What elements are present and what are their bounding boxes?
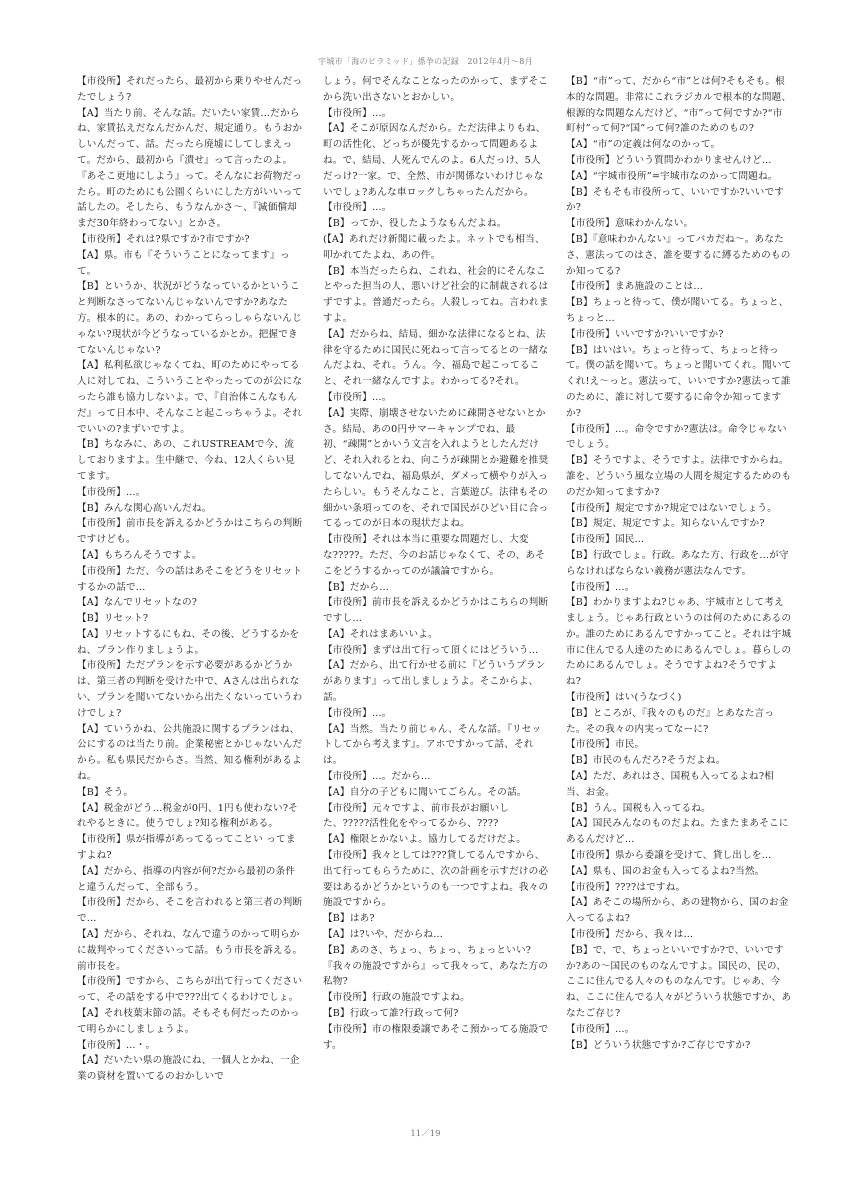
dialogue-line: 【B】“市”って、だから“市”とは何?そもそも。根本的な問題。非常にこれラジカルで根本的な問題、根源的な問題なんだけど、“市”って何ですか?“市町村”って何?“国”って何?誰のためのもの?: [566, 76, 792, 135]
dialogue-line: 【B】そうですよ、そうですよ。法律ですからね。誰を、どういう風な立場の人間を規定するためのものだか知ってますか?: [566, 455, 792, 498]
dialogue-line: 【市役所】我々としては???貸してるんですから、出て行ってもらうために、次の計画を示すだけの必要はあるかどうかというのも一つですよね。我々の施設ですから。: [323, 850, 549, 909]
dialogue-line: 【市役所】行政の施設ですよね。: [323, 992, 470, 1004]
dialogue-line: 【B】行政って誰?行政って何?: [323, 1008, 459, 1020]
dialogue-line: 【市役所】県から委譲を受けて、貸し出しを…: [566, 850, 772, 862]
text-column-3: [566, 74, 792, 1053]
dialogue-line: 【市役所】まあ施設のことは…: [566, 281, 704, 293]
dialogue-line: 【A】だから、指導の内容が何?だから最初の条件と違うんだって、全部もう。: [77, 865, 296, 893]
dialogue-line: 【市役所】…。命令ですか?憲法は。命令じゃないでしょう。: [566, 423, 787, 451]
dialogue-line: 【市役所】…。: [323, 202, 392, 214]
dialogue-line: 【B】はあ?: [323, 913, 375, 925]
dialogue-line: 【市役所】前市長を訴えるかどうかはこちらの判断ですけども。: [77, 518, 303, 546]
dialogue-line: 【市役所】だから、我々は…: [566, 929, 694, 941]
dialogue-line: 【市役所】まずは出て行って頂くにはどういう…: [323, 644, 539, 656]
dialogue-line: 【市役所】…・。: [77, 1039, 156, 1051]
dialogue-line: 【市役所】…。: [323, 707, 392, 719]
dialogue-line: 【市役所】…。: [566, 581, 635, 593]
dialogue-line: 【A】実際、崩壊させないために疎開させないとかさ。結局、あの0円サマーキャンプでね、最初、“疎開”とかいう文言を入れようとしたんだけど、それ入れるとね、向こうが疎開とか避難を推奨してないんでね、福島県が、ダメって横やりが入ったらしい。もうそんなこと、言葉遊び。法律もその細かい条項ってのを、それで国民がひどい目に合ってるってのが日本の現状だよね。: [323, 407, 549, 530]
dialogue-line: 【B】あのさ、ちょっ、ちょっ、ちょっといい?『我々の施設ですから』って我々って、あなた方の私物?: [323, 944, 549, 988]
dialogue-line: 【B】どういう状態ですか?ご存じですか?: [566, 1039, 751, 1051]
dialogue-line: 【A】県も、国のお金も入ってるよね?当然。: [566, 865, 765, 877]
dialogue-line: 【B】はいはい。ちょっと待って、ちょっと待って。僕の話を聞いて。ちょっと聞いてくれ。聞いてくれ!え〜っと。憲法って、いいですか?憲法って誰のために、誰に対して要するに命令か知ってますか?: [566, 344, 792, 419]
dialogue-line: 【A】そこが原因なんだから。ただ法律よりもね、町の活性化、どっちが優先するかって問題あるよね。で、結局、人死んでんのよ。6人だっけ、5人だっけ?一家。で、全然、市が関係ないわけじゃないでしょ?あんな車ロックしちゃったんだから。: [323, 123, 546, 198]
dialogue-line: 【市役所】はい(うなづく): [566, 692, 682, 704]
dialogue-line: 【市役所】だから、そこを言われると第三者の判断で…: [77, 897, 303, 925]
dialogue-line: 【B】ってか、役したようなもんだよね。: [323, 218, 507, 230]
dialogue-line: 【市役所】ですから、こちらが出て行ってくださいって、その話をする中で???出てくるわけでしょ。: [77, 976, 303, 1004]
dialogue-line: 【B】リセット?: [77, 613, 149, 625]
dialogue-line: 【A】だからね、結局、細かな法律になるとね、法律を守るために国民に死ねって言ってるとの一緒なんだよね、それ。うん。今、福島で起こってること、それ一緒なんですよ。わかってる?それ。: [323, 328, 549, 388]
dialogue-line: しょう。何でそんなことなったのかって、まずそこから洗い出さないとおかしい。: [323, 76, 549, 103]
dialogue-line: 【市役所】県が指導があってるってことい ってますよね?: [77, 834, 296, 862]
dialogue-line: 【A】県。市も『そういうことになってます』って。: [77, 249, 290, 277]
text-column-2: [323, 74, 549, 1053]
dialogue-line: 【A】自分の子どもに聞いてごらん。その話。: [323, 786, 527, 798]
dialogue-line: 【市役所】…。: [77, 486, 146, 498]
dialogue-line: 【A】“市”の定義は何なのかって。: [566, 139, 721, 151]
dialogue-line: 【市役所】…。: [566, 1023, 635, 1035]
dialogue-line: 【市役所】規定ですか?規定ではないでしょう。: [566, 502, 778, 514]
dialogue-line: 【B】市民のもんだろ?そうだよね。: [566, 755, 726, 767]
dialogue-line: 【B】行政でしょ。行政。あなた方、行政を…が守らなければならない義務が憲法なんです。: [566, 549, 789, 577]
dialogue-line: 【B】うん。国税も入ってるね。: [566, 802, 711, 814]
dialogue-line: 【A】私利私欲じゃなくてね、町のためにやってる人に対してね、こういうことやったってのが公になったら誰も協力しないよ。で、『自治体こんなもんだ』って日本中、そんなこと起こっちゃうよ。それでいいの?まずいですよ。: [77, 360, 303, 435]
dialogue-line: 【B】規定、規定ですよ。知らないんですか?: [566, 518, 765, 530]
dialogue-line: 【B】わかりますよね?じゃあ、宇城市として考えましょう。じゃあ行政というのは何のためにあるのか。誰のためにあるんですかってこと。それは宇城市に住んでる人達のためにあるんでしょ。暮らしのためにあるんでしょ。そうですよね?そうですよね?: [566, 597, 792, 688]
dialogue-line: 【市役所】いいですか?いいですか?: [566, 328, 724, 340]
dialogue-line: 【B】みんな関心高いんだね。: [77, 502, 212, 514]
dialogue-line: 【B】そもそも市役所って、いいですか?いいですか?: [566, 186, 785, 214]
dialogue-line: 【B】ところが、『我々のものだ』とあなた言った。その我々の内実ってなーに?: [566, 707, 775, 735]
dialogue-line: 【A】だいたい県の施設にね、一個人とかね、一企業の資材を置いてるのおかしいで: [77, 1055, 300, 1083]
dialogue-line: 【A】なんでリセットなの?: [77, 597, 198, 609]
dialogue-line: 【B】本当だったらね、これね、社会的にそんなことやった担当の人、悪いけど社会的に制裁されるはずですよ。普通だったら。人殺しってね。言われますよ。: [323, 265, 549, 324]
dialogue-line: 【A】それはまあいいよ。: [323, 628, 438, 640]
dialogue-line: 【市役所】市の権限委譲であそこ預かってる施設です。: [323, 1023, 549, 1051]
dialogue-line: 【市役所】…。: [323, 107, 392, 119]
dialogue-line: 【A】だから、出て行かせる前に『どういうプランがあります』って出しましょうよ。そこからよ、話。: [323, 660, 546, 704]
dialogue-line: 【市役所】ただ、今の話はあそこをどうをリセットするかの話で…: [77, 565, 303, 593]
dialogue-line: 【市役所】ただプランを示す必要があるかどうかは、第三者の判断を受けた中で、Aさんは出られない、プランを聞いてないから出たくないっていうわけでしょ?: [77, 660, 303, 719]
dialogue-line: 【市役所】…。: [323, 391, 392, 403]
dialogue-line: 【市役所】…。だから…: [323, 771, 431, 783]
dialogue-line: 【A】国民みんなのものだよね。たまたまあそこにあるんだけど…: [566, 818, 789, 846]
dialogue-line: 【A】だから、それね、なんで違うのかって明らかに裁判やってくださいって話。もう市長を訴える。前市長を。: [77, 929, 303, 972]
dialogue-line: 【A】権限とかないよ。協力してるだけだよ。: [323, 834, 527, 846]
dialogue-line: 【市役所】それは本当に重要な問題だし、大変な?????。ただ、今のお話じゃなくて、その、あそこをどうするかってのが議論ですから。: [323, 534, 546, 577]
text-column-1: [77, 74, 303, 1085]
dialogue-line: 【B】そう。: [77, 786, 134, 798]
dialogue-line: (【A】あれだけ新聞に載ったよ。ネットでも相当、叩かれてたよね、あの件。: [323, 233, 545, 261]
dialogue-line: 【A】税金がどう…税金が0円、1円も使わない?それやるときに。使うでしょ?知る権利がある。: [77, 802, 298, 830]
dialogue-line: 【B】『意味わかんない』ってバカだね〜。あなたさ、憲法ってのはさ、誰を要するに縛るためのものか知ってる?: [566, 233, 791, 277]
dialogue-line: 【市役所】????はですね。: [566, 881, 686, 893]
dialogue-line: 【B】だから…: [323, 581, 390, 593]
dialogue-line: 【A】あそこの場所から、あの建物から、国のお金入ってるよね?: [566, 897, 789, 925]
dialogue-line: 【市役所】元々ですよ、前市長がお願いした、?????活性化をやってるから、????: [323, 802, 510, 830]
dialogue-line: 【B】ちょっと待って、僕が聞いてる。ちょっと、ちょっと…: [566, 297, 789, 324]
dialogue-line: 【市役所】どういう質問かわかりませんけど…: [566, 154, 772, 166]
dialogue-line: 【B】で、で、ちょっといいですか?で、いいですか?あの〜国民のものなんですよ。国民の、民の、ここに住んでる人々のものなんです。じゃあ、今ね、ここに住んでる人々がどういう状態ですか、あなたご存じ?: [566, 944, 792, 1020]
dialogue-line: 【市役所】前市長を訴えるかどうかはこちらの判断ですし…: [323, 597, 549, 625]
page-number: 11／19: [410, 1129, 441, 1139]
dialogue-line: 【A】“宇城市役所”=宇城市なのかって問題ね。: [566, 170, 778, 182]
dialogue-line: 【市役所】意味わかんない。: [566, 218, 694, 230]
dialogue-line: 【A】リセットするにもね、その後、どうするかをね、プラン作りましょうよ。: [77, 628, 300, 656]
dialogue-line: 【市役所】それだったら、最初から乗りやせんだったでしょう?: [77, 76, 303, 103]
dialogue-line: 【B】ちなみに、あの、これUSTREAMで今、流しておりますよ。生中継で、今ね、12人くらい見てます。: [77, 439, 296, 482]
dialogue-line: 【市役所】市民。: [566, 739, 645, 751]
dialogue-line: 【B】というか、状況がどうなっているかということ判断なさってないんじゃないんですか?あなた方。根本的に。あの、わかってらっしゃらないんじゃない?現状が今どうなっているかとか。把握できてないんじゃない?: [77, 281, 302, 356]
dialogue-line: 【A】当然。当たり前じゃん、そんな話。『リセットしてから考えます』。アホですかって話、それは。: [323, 723, 542, 767]
dialogue-line: 【A】当たり前、そんな話。だいたい家賃…だからね、家賃払えだなんだかんだ、規定通り。もうおかしいんだって、話。だったら廃墟にしてしまえって。だから、最初から『潰せ』って言ったのよ。『あそこ更地にしよう』って。そんなにお荷物だったら。町のためにも公園くらいにした方がいいって話したの。そしたら、もうなんかさ〜、『減価償却まだ30年終わってない』とかさ。: [77, 107, 303, 230]
dialogue-line: 【A】ていうかね、公共施設に関するプランはね、公にするのは当たり前。企業秘密とかじゃないんだから。私も県民だからさ。当然、知る権利があるよね。: [77, 723, 303, 783]
dialogue-line: 【A】ただ、あれはさ、国税も入ってるよね?相当、お金。: [566, 771, 774, 798]
page-header: 宇城市「海のピラミッド」係争の記録 2012年4月〜8月: [318, 57, 533, 66]
dialogue-line: 【A】は?いや、だからね…: [323, 929, 444, 941]
dialogue-line: 【市役所】それは?県ですか?市ですか?: [77, 233, 250, 245]
dialogue-line: 【A】もちろんそうですよ。: [77, 549, 202, 561]
dialogue-line: 【A】それ枝葉末節の話。そもそも何だったのかって明らかにしましょうよ。: [77, 1008, 300, 1035]
dialogue-line: 【市役所】国民…: [566, 534, 645, 546]
